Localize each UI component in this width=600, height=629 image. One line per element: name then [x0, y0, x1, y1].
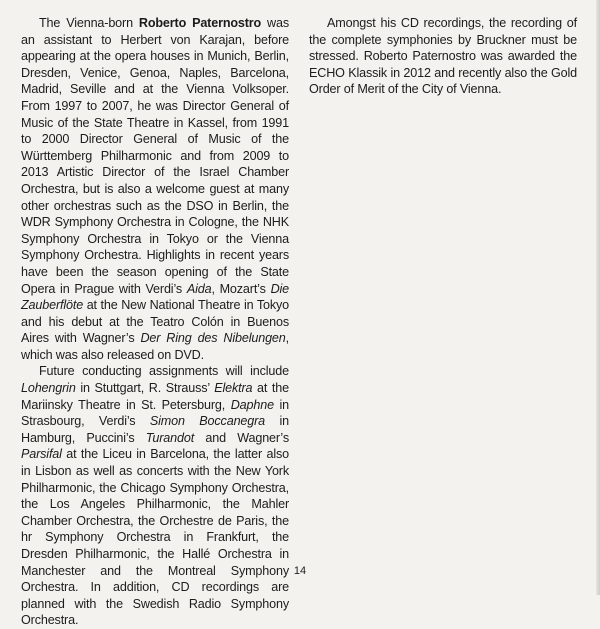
right-column: [309, 15, 577, 98]
work-title: Die Zauberflöte: [21, 281, 290, 313]
biography-paragraph-1: [21, 15, 289, 363]
text-run: , which was also released on DVD.: [21, 331, 289, 362]
work-title: Turandot: [145, 430, 195, 445]
work-title: Lohengrin: [21, 381, 76, 396]
recordings-paragraph: Amongst his CD recordings, the recording of the complete symphonies by Bruckner must be stressed. Roberto Paternostro was awarded the ECHO Klassik in 2012 and recently also the Gold Order of Merit of the City of Vienna.: [309, 16, 577, 97]
work-title: Aida: [186, 281, 212, 296]
work-title: Parsifal: [21, 447, 62, 462]
left-column: [21, 15, 289, 629]
page-number: 14: [293, 565, 307, 577]
work-title: Daphne: [230, 397, 274, 412]
work-title: Simon Boccanegra: [149, 414, 266, 429]
text-run: at the New National Theatre in Tokyo and his debut at the Teatro Colón in Buenos Aires with Wagner’s: [21, 298, 289, 346]
text-run: The Vienna-born: [39, 16, 139, 30]
text-run: in Strasbourg, Verdi’s: [21, 397, 289, 429]
work-title: Elektra: [214, 381, 253, 396]
biography-paragraph-2: [21, 363, 289, 629]
text-run: , Mozart’s: [211, 281, 271, 296]
text-run: and Wagner’s: [194, 430, 289, 445]
text-run: in Stuttgart, R. Strauss’: [75, 381, 215, 396]
text-run: in Hamburg, Puccini’s: [21, 414, 289, 445]
text-run: at the Liceu in Barcelona, the latter also in Lisbon as well as concerts with the New York Philharmonic, the Chicago Symphony Orchestra, the Los Angeles Philharmonic, the Mahler Chamber Orchestra, the Orchestre de Paris, the hr Symphony Orchestra in Frankfurt, the Dresden Philharmonic, the Hallé Orchestra in Manchester and the Montreal Symphony Orchestra. In addition, CD recordings are planned with the Swedish Radio Symphony Orchestra.: [21, 447, 289, 628]
page-edge-shadow: [596, 0, 600, 595]
conductor-name: Roberto Paternostro: [138, 16, 262, 30]
work-title: Der Ring des Nibelungen: [140, 331, 286, 346]
text-run: Future conducting assignments will include: [39, 364, 289, 379]
text-run: was an assistant to Herbert von Karajan, before appearing at the opera houses in Munich, Berlin, Dresden, Venice, Genoa, Naples, Barcelona, Madrid, Seville and at the Vienna Volksoper. From 1997 to 2007, he was Director General of Music of the State Theatre in Kassel, from 1991 to 2000 Director General of Music of the Württemberg Philharmonic and from 2009 to 2013 Artistic Director of the Israel Chamber Orchestra, but is also a welcome guest at many other orchestras such as the DSO in Berlin, the WDR Symphony Orchestra in Cologne, the NHK Symphony Orchestra in Tokyo or the Vienna Symphony Orchestra. Highlights in recent years have been the season opening of the State Opera in Prague with Verdi’s: [21, 16, 289, 296]
text-run: at the Mariinsky Theatre in St. Petersburg,: [21, 381, 289, 412]
